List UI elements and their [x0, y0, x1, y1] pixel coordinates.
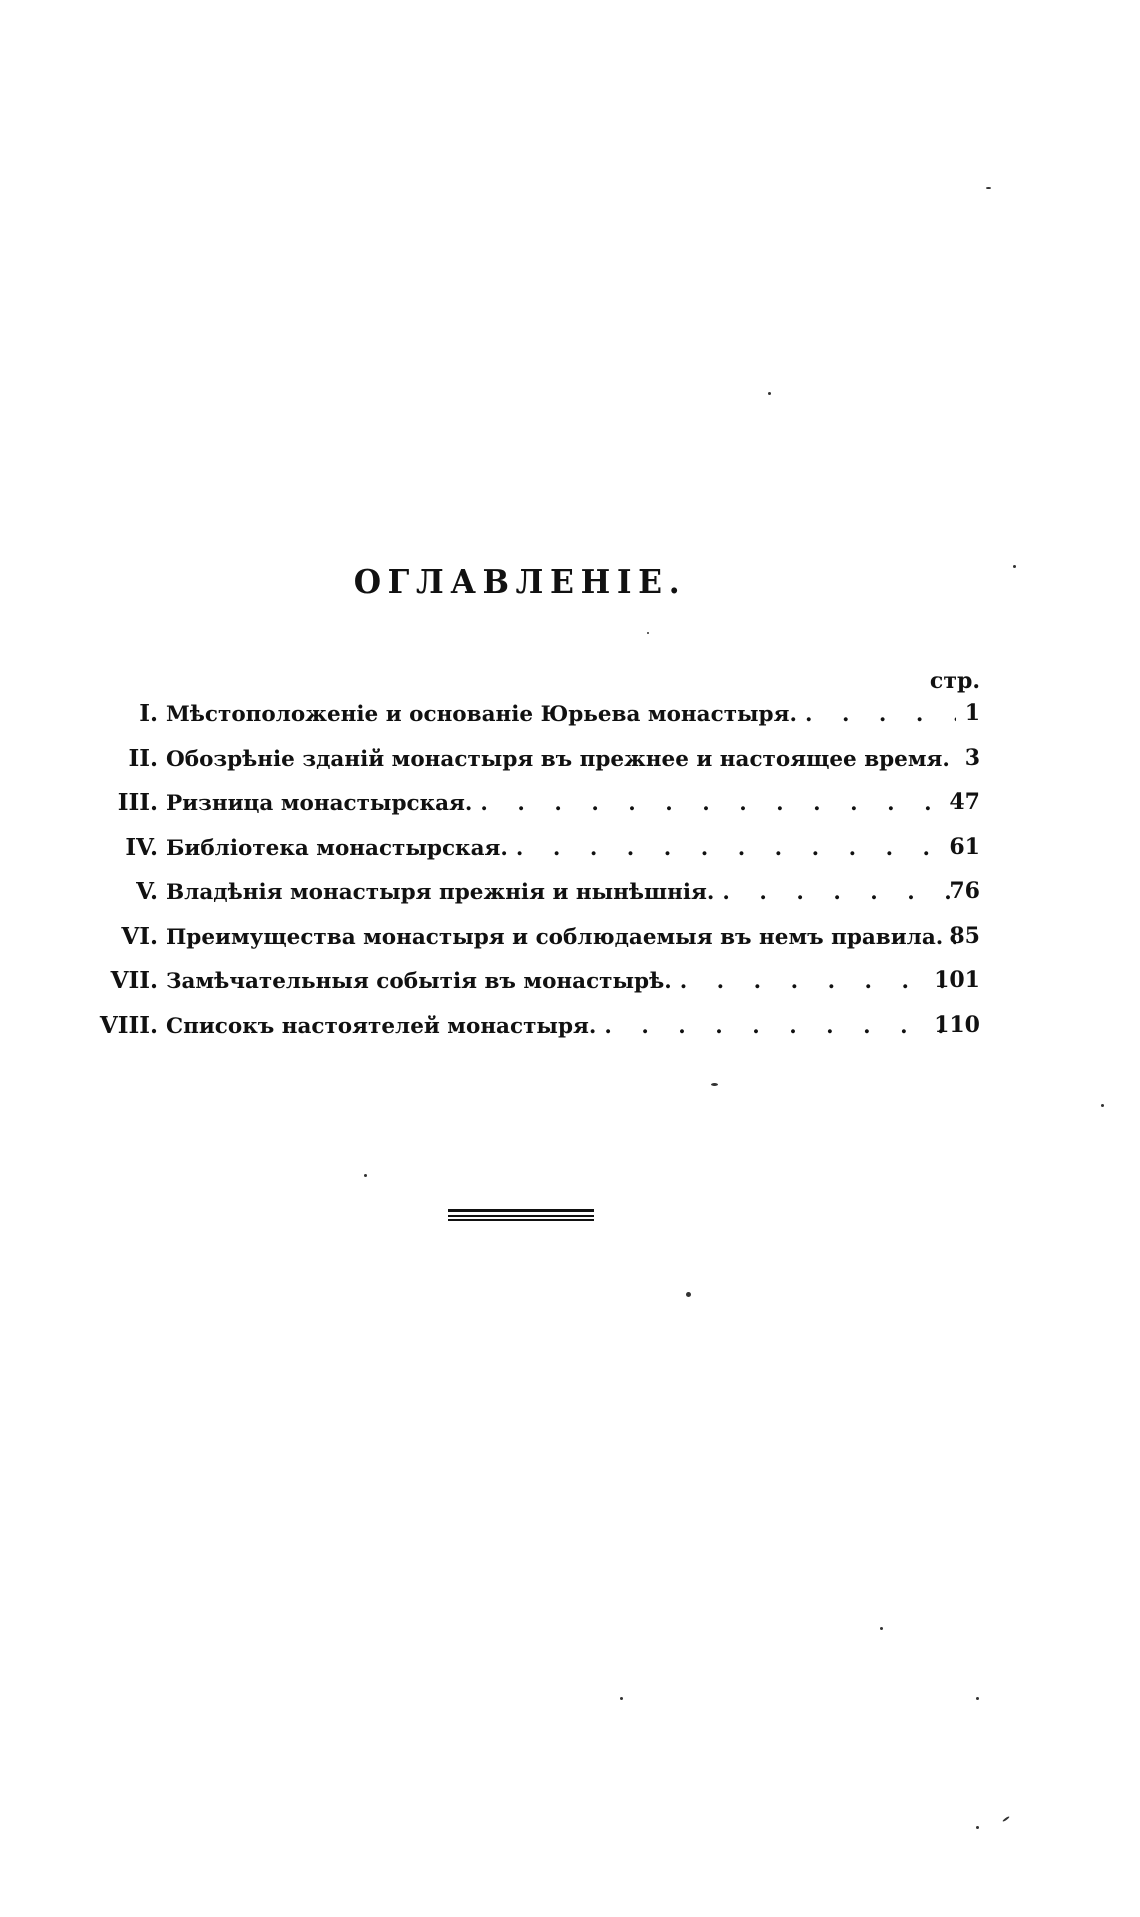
- chapter-title: [166, 1014, 956, 1039]
- chapter-title-text: Списокъ настоятелей монастыря.: [166, 1013, 597, 1039]
- scan-speck: [1002, 1816, 1010, 1822]
- scan-speck: [711, 1083, 718, 1086]
- page-number: 76: [949, 878, 980, 904]
- scan-speck: [880, 1627, 883, 1630]
- chapter-title-text: Библіотека монастырская.: [166, 835, 508, 861]
- page-column-header: стр.: [929, 668, 980, 694]
- scan-speck: [1013, 565, 1016, 568]
- chapter-numeral: VIII.: [99, 1011, 158, 1039]
- dot-leader: [714, 880, 956, 905]
- toc-entry: [40, 745, 980, 790]
- page-number: 110: [934, 1011, 980, 1038]
- page-number: 47: [949, 789, 980, 815]
- scan-speck: [686, 1292, 691, 1297]
- chapter-numeral: VII.: [110, 967, 158, 994]
- chapter-numeral: III.: [117, 789, 158, 816]
- scan-speck: [1101, 1104, 1104, 1107]
- page-number: 101: [934, 967, 980, 993]
- rule-line-thin: [448, 1215, 594, 1217]
- scan-speck: [986, 187, 991, 189]
- page-number: 85: [949, 922, 980, 949]
- scan-speck: [976, 1697, 979, 1700]
- dot-leader: [596, 1014, 956, 1039]
- toc-entry: [40, 834, 980, 879]
- page-title: ОГЛАВЛЕНІЕ.: [353, 562, 687, 601]
- chapter-numeral: II.: [128, 744, 158, 772]
- scan-speck: [620, 1697, 623, 1700]
- scan-speck: [647, 632, 649, 634]
- chapter-title: [166, 747, 956, 772]
- chapter-title: [166, 702, 956, 727]
- double-rule-ornament: [448, 1209, 594, 1221]
- chapter-title: [166, 880, 956, 905]
- toc-entry: [40, 967, 980, 1012]
- chapter-title-text: Мѣстоположеніе и основаніе Юрьева монастыря.: [166, 702, 797, 727]
- toc-entry: [40, 878, 980, 923]
- toc-entry: [40, 700, 980, 745]
- page-number: 3: [964, 744, 980, 771]
- scan-speck: [768, 392, 771, 395]
- chapter-title-text: Преимущества монастыря и соблюдаемыя въ немъ правила.: [166, 924, 944, 950]
- chapter-title-text: Владѣнія монастыря прежнія и нынѣшнія.: [166, 880, 715, 905]
- chapter-numeral: V.: [136, 878, 158, 905]
- dot-leader: [672, 969, 956, 994]
- toc-entry: [40, 789, 980, 834]
- page-number: 61: [949, 833, 980, 860]
- chapter-numeral: IV.: [125, 833, 158, 861]
- chapter-title: [166, 836, 956, 861]
- chapter-title: [166, 925, 956, 950]
- chapter-numeral: I.: [139, 700, 158, 727]
- chapter-numeral: VI.: [121, 922, 158, 950]
- chapter-title: [166, 791, 956, 816]
- chapter-title-text: Обозрѣніе зданій монастыря въ прежнее и настоящее время.: [166, 746, 950, 772]
- dot-leader: [472, 791, 956, 816]
- chapter-title-text: Ризница монастырская.: [166, 791, 473, 816]
- toc-entry: [40, 1012, 980, 1057]
- dot-leader: [508, 836, 956, 861]
- chapter-title: [166, 969, 956, 994]
- scan-speck: [364, 1174, 367, 1177]
- toc-entries: [40, 700, 980, 1056]
- toc-entry: [40, 923, 980, 968]
- rule-line-thick: [448, 1209, 594, 1212]
- page-number: 1: [964, 700, 980, 726]
- rule-line-thin: [448, 1219, 594, 1221]
- chapter-title-text: Замѣчательныя событія въ монастырѣ.: [166, 969, 672, 994]
- scan-speck: [976, 1826, 979, 1829]
